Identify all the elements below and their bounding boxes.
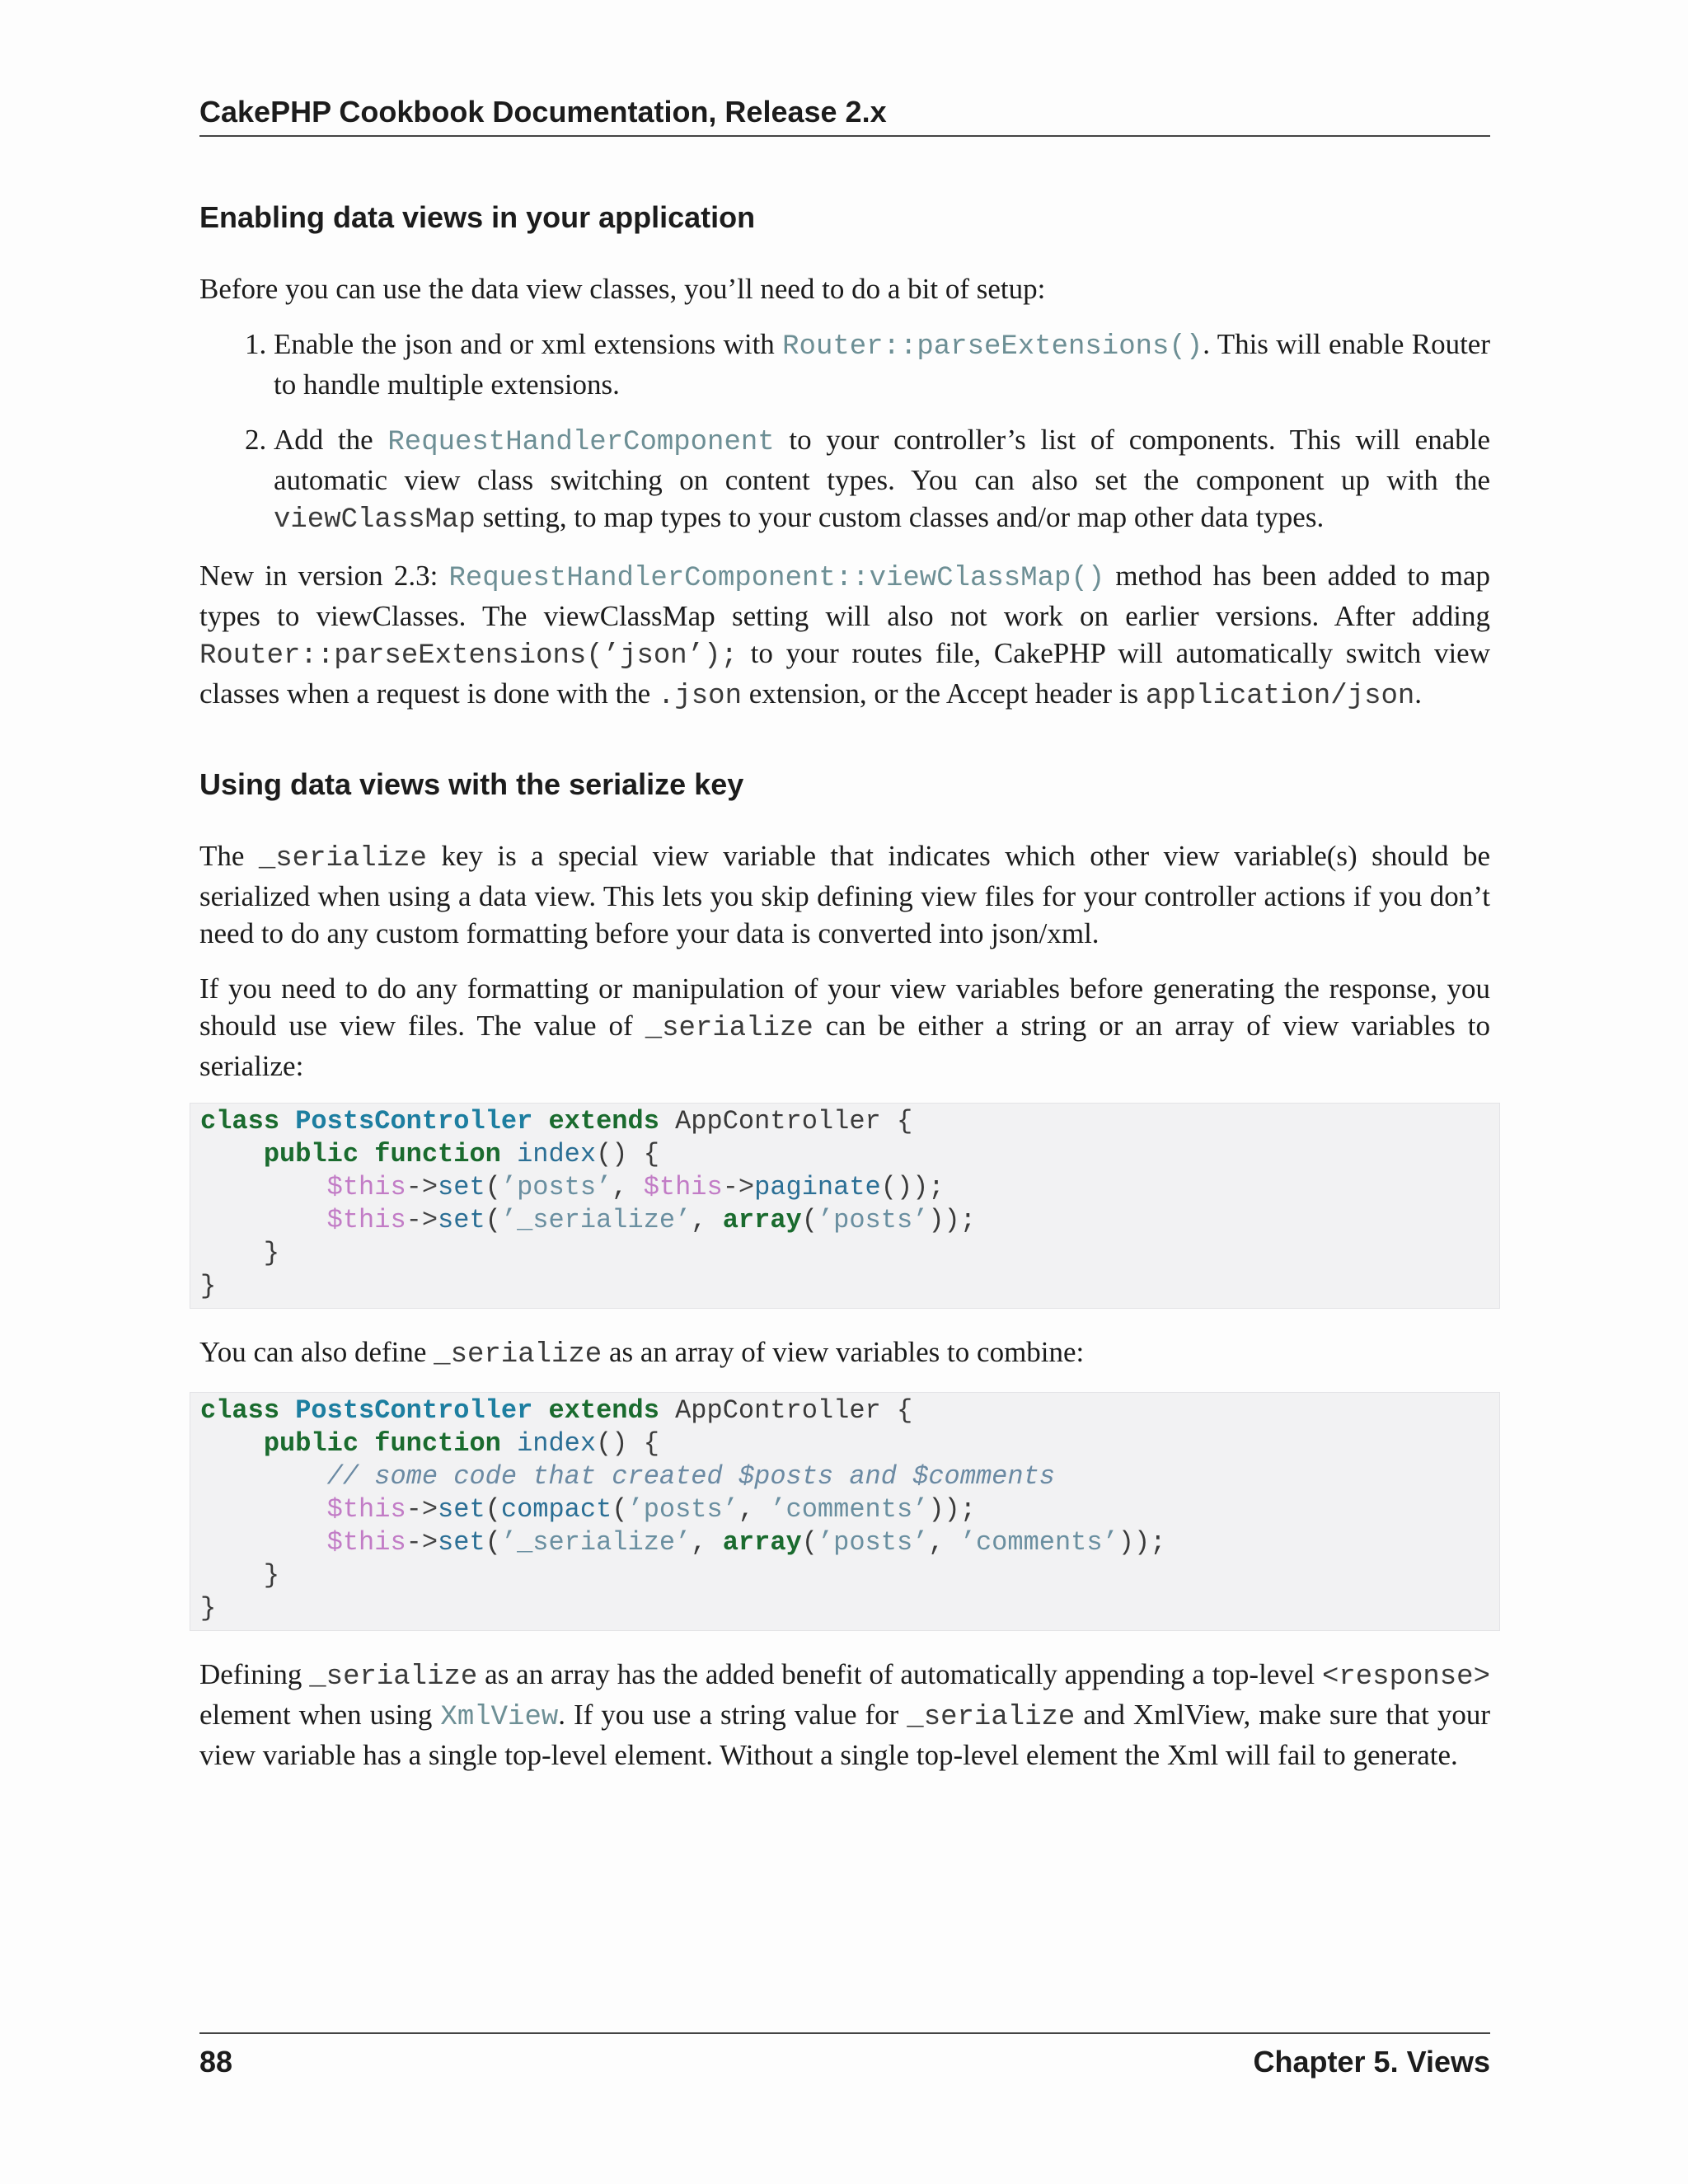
viewclassmap-link[interactable]: RequestHandlerComponent::viewClassMap() (448, 563, 1105, 594)
inline-code: _serialize (434, 1339, 603, 1371)
paragraph: The _serialize key is a special view variable that indicates which other view variable(s) should be serialized when using a data view. This lets you skip defining view files for your controller actions if you don’t need to do any custom formatting before your data is converted into json/xml. (199, 840, 1490, 949)
code-block: class PostsController extends AppController { public function index() { // some code that created $posts and $comments $this->set(compact(’posts’, ’comments’)); $this->set(’_serialize’, array(’posts’, ’comments’)); } } (190, 1392, 1500, 1631)
section-heading: Using data views with the serialize key (199, 767, 744, 801)
paragraph: Defining _serialize as an array has the added benefit of automatically appending a top-level <response> element when using XmlView. If you use a string value for _serialize and XmlView, make sure that your view variable has a single top-level element. Without a single top-level element the Xml will fail to generate. (199, 1658, 1490, 1771)
list-item: 2. Add the RequestHandlerComponent to your controller’s list of components. This will enable automatic view class switching on content types. You can also set the component up with the viewClassMap setting, to map types to your custom classes and/or map other data types. (274, 421, 1490, 539)
requesthandlercomponent-link[interactable]: RequestHandlerComponent (387, 427, 775, 458)
footer-divider (199, 2032, 1490, 2034)
inline-code: _serialize (309, 1661, 478, 1693)
paragraph: If you need to do any formatting or manipulation of your view variables before generating the response, you should use view files. The value of _serialize can be either a string or an array of view variables to serialize: (199, 972, 1490, 1082)
chapter-title: Chapter 5. Views (1253, 2045, 1490, 2079)
list-item: 1. Enable the json and or xml extensions with Router::parseExtensions(). This will enable Router to handle multiple extensions. (274, 326, 1490, 403)
inline-code: _serialize (258, 843, 427, 874)
xmlview-link[interactable]: XmlView (440, 1702, 559, 1733)
section-heading: Enabling data views in your application (199, 200, 756, 234)
code-block: class PostsController extends AppController { public function index() { $this->set(’posts’, $this->paginate()); $this->set(’_serialize’, array(’posts’)); } } (190, 1103, 1500, 1309)
inline-code: viewClassMap (274, 504, 476, 536)
inline-code: _serialize (645, 1013, 814, 1044)
page-number: 88 (199, 2045, 233, 2079)
page-footer (199, 2042, 1490, 2082)
inline-code: <response> (1321, 1661, 1490, 1693)
paragraph: You can also define _serialize as an array of view variables to combine: (199, 1336, 1085, 1371)
page-content (199, 198, 1490, 1792)
version-note: New in version 2.3: RequestHandlerComponent::viewClassMap() method has been added to map types to viewClasses. The viewClassMap setting will also not work on earlier versions. After adding Router::parseExtensions(’json’); to your routes file, CakePHP will automatically switch view classes when a request is done with the .json extension, or the Accept header is application/json. (199, 560, 1490, 712)
setup-steps-list (199, 326, 1490, 539)
router-parseextensions-link[interactable]: Router::parseExtensions() (782, 331, 1203, 363)
inline-code: Router::parseExtensions(’json’); (199, 640, 738, 672)
running-header: CakePHP Cookbook Documentation, Release 2.x (199, 92, 1490, 137)
inline-code: _serialize (907, 1702, 1076, 1733)
inline-code: .json (657, 681, 742, 712)
paragraph: Before you can use the data view classes, you’ll need to do a bit of setup: (199, 273, 1046, 305)
inline-code: application/json (1145, 681, 1415, 712)
